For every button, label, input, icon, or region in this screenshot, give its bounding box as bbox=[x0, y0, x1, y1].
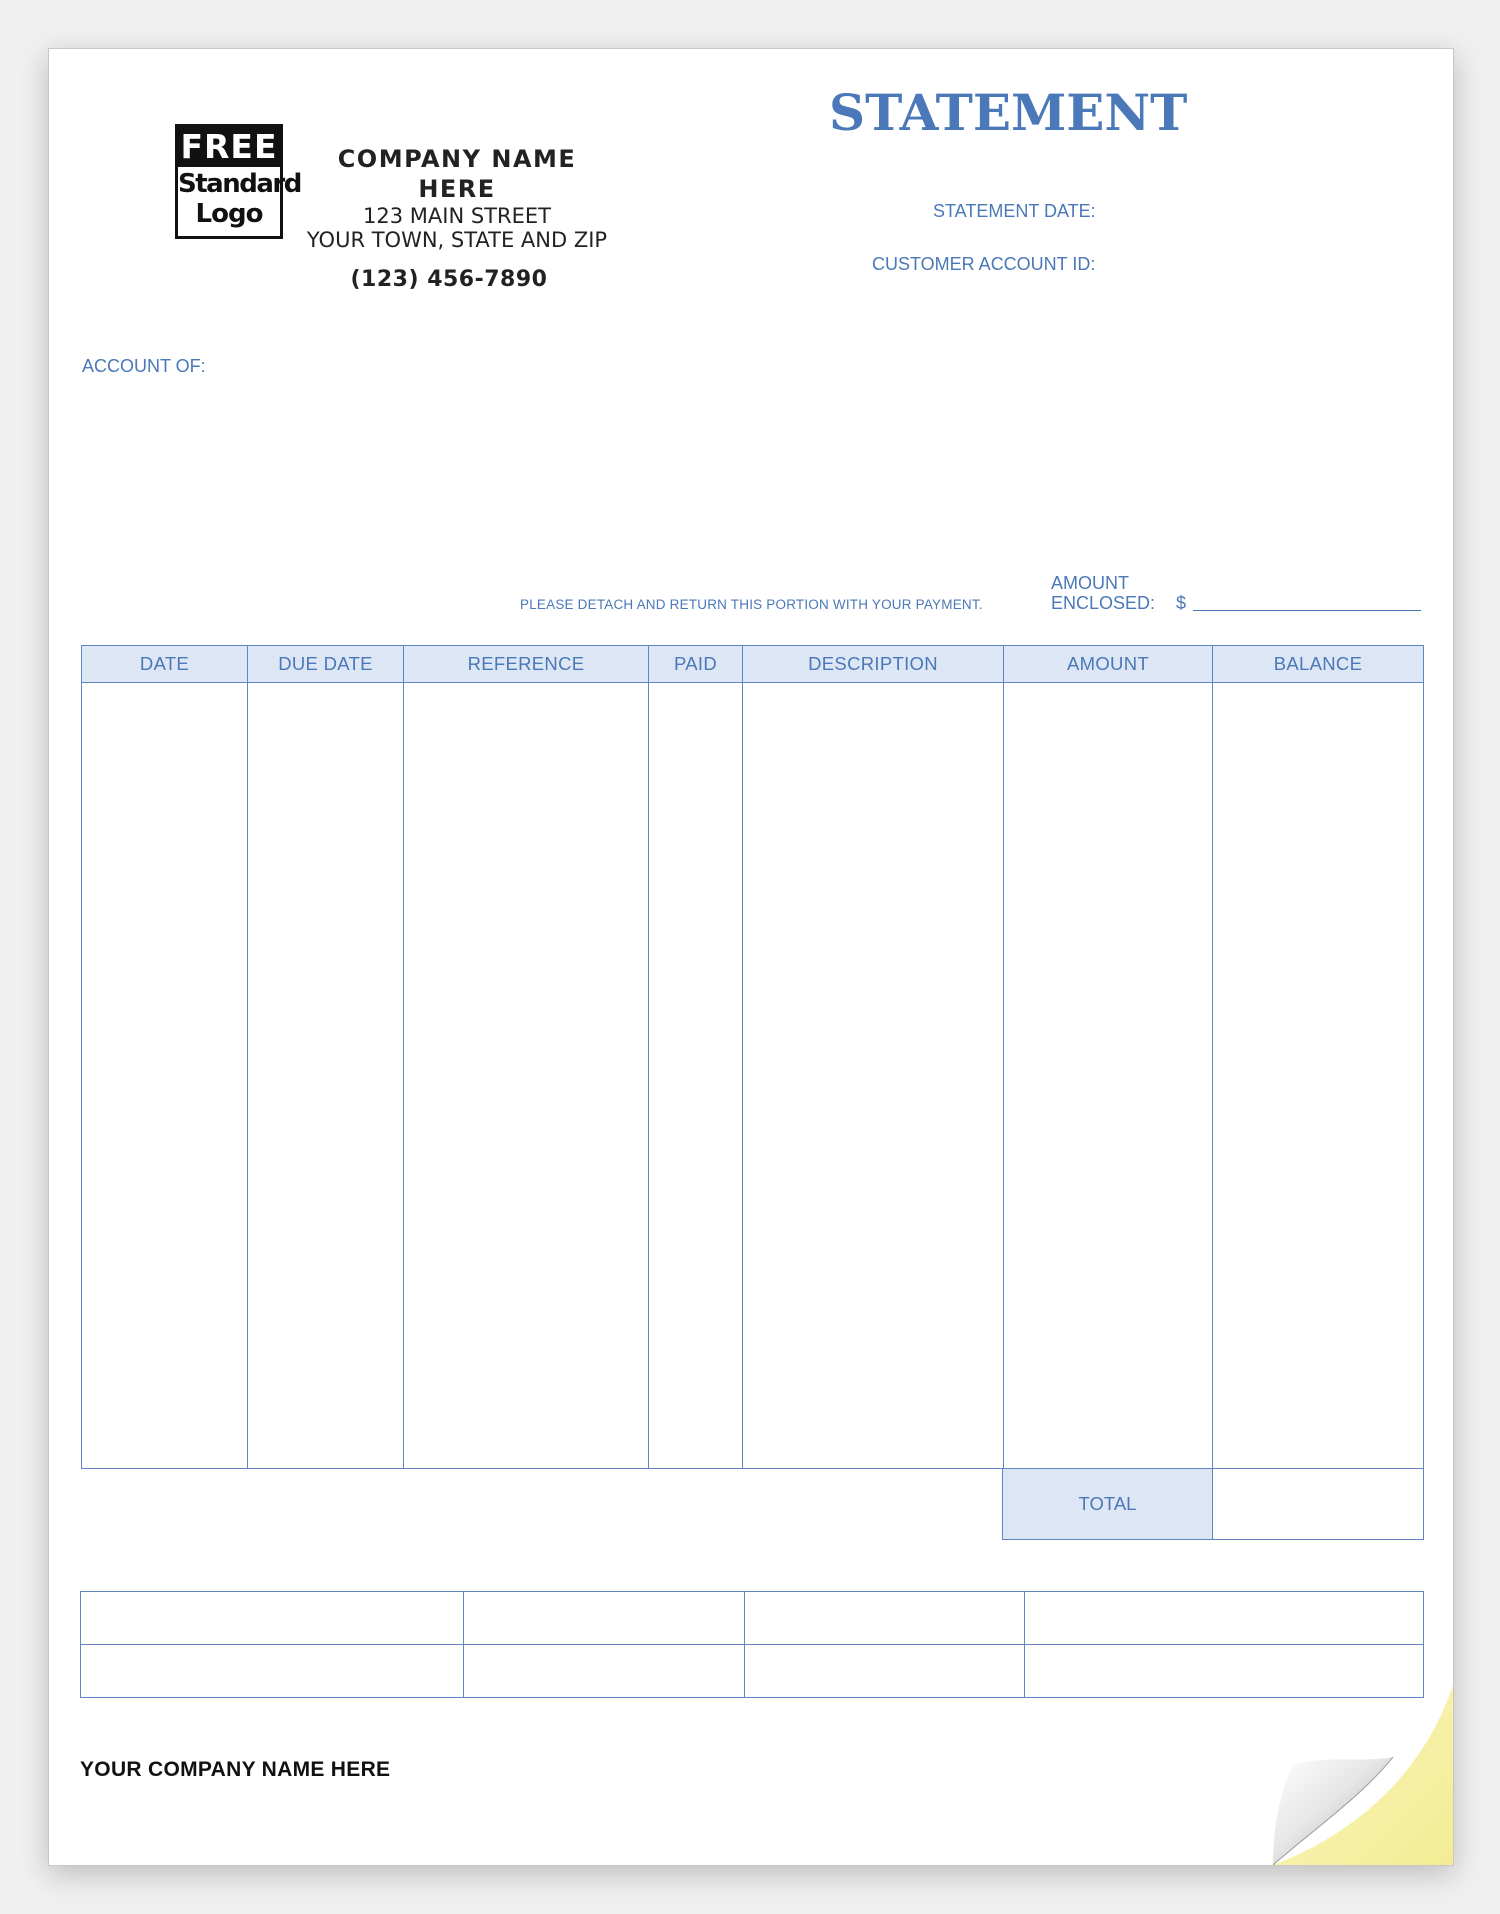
column-header-amount: AMOUNT bbox=[1004, 646, 1213, 683]
column-header-due-date: DUE DATE bbox=[248, 646, 404, 683]
total-label: TOTAL bbox=[1003, 1469, 1213, 1540]
aging-cell[interactable] bbox=[745, 1592, 1025, 1645]
column-header-balance: BALANCE bbox=[1213, 646, 1424, 683]
logo-line-free: FREE bbox=[178, 127, 280, 167]
aging-cell[interactable] bbox=[464, 1645, 745, 1698]
amount-label-line2: ENCLOSED: bbox=[1051, 593, 1156, 613]
description-column-body[interactable] bbox=[743, 683, 1004, 1469]
company-address-block bbox=[297, 144, 617, 252]
aging-summary-table bbox=[80, 1591, 1424, 1698]
paid-column-body[interactable] bbox=[649, 683, 743, 1469]
total-table bbox=[1002, 1468, 1424, 1540]
aging-cell[interactable] bbox=[81, 1592, 464, 1645]
aging-cell[interactable] bbox=[1025, 1592, 1424, 1645]
column-header-paid: PAID bbox=[649, 646, 743, 683]
aging-cell[interactable] bbox=[745, 1645, 1025, 1698]
amount-label-line1: AMOUNT bbox=[1051, 573, 1129, 593]
logo-line-standard: Standard bbox=[178, 169, 301, 199]
company-phone: (123) 456-7890 bbox=[350, 267, 548, 292]
table-body-row bbox=[82, 683, 1424, 1469]
balance-column-body[interactable] bbox=[1213, 683, 1424, 1469]
reference-column-body[interactable] bbox=[404, 683, 649, 1469]
logo-line-logo: Logo bbox=[195, 199, 263, 229]
amount-enclosed-field[interactable] bbox=[1193, 610, 1421, 611]
aging-row-2 bbox=[81, 1645, 1424, 1698]
statement-form-page bbox=[48, 48, 1454, 1866]
statement-date-label: STATEMENT DATE: bbox=[933, 201, 1096, 221]
table-header-row bbox=[82, 646, 1424, 683]
footer-company-name: YOUR COMPANY NAME HERE bbox=[80, 1758, 391, 1781]
statement-line-items-table bbox=[81, 645, 1424, 1469]
account-of-label: ACCOUNT OF: bbox=[82, 356, 206, 376]
amount-enclosed-label bbox=[1051, 573, 1155, 613]
page-curl-icon bbox=[1233, 1645, 1453, 1865]
amount-column-body[interactable] bbox=[1004, 683, 1213, 1469]
standard-logo bbox=[175, 124, 301, 239]
company-street: 123 MAIN STREET bbox=[363, 204, 551, 228]
total-value-cell[interactable] bbox=[1213, 1469, 1424, 1540]
date-column-body[interactable] bbox=[82, 683, 248, 1469]
due-date-column-body[interactable] bbox=[248, 683, 404, 1469]
dollar-sign: $ bbox=[1176, 593, 1187, 613]
column-header-description: DESCRIPTION bbox=[743, 646, 1004, 683]
company-name: COMPANY NAME HERE bbox=[337, 145, 577, 203]
statement-title: STATEMENT bbox=[829, 83, 1188, 142]
column-header-reference: REFERENCE bbox=[404, 646, 649, 683]
detach-instruction: PLEASE DETACH AND RETURN THIS PORTION WITH YOUR PAYMENT. bbox=[520, 597, 983, 612]
total-row bbox=[1003, 1469, 1424, 1540]
aging-row-1 bbox=[81, 1592, 1424, 1645]
aging-cell[interactable] bbox=[81, 1645, 464, 1698]
column-header-date: DATE bbox=[82, 646, 248, 683]
aging-cell[interactable] bbox=[464, 1592, 745, 1645]
customer-account-id-label: CUSTOMER ACCOUNT ID: bbox=[872, 254, 1096, 274]
company-city-state-zip: YOUR TOWN, STATE AND ZIP bbox=[306, 228, 608, 252]
